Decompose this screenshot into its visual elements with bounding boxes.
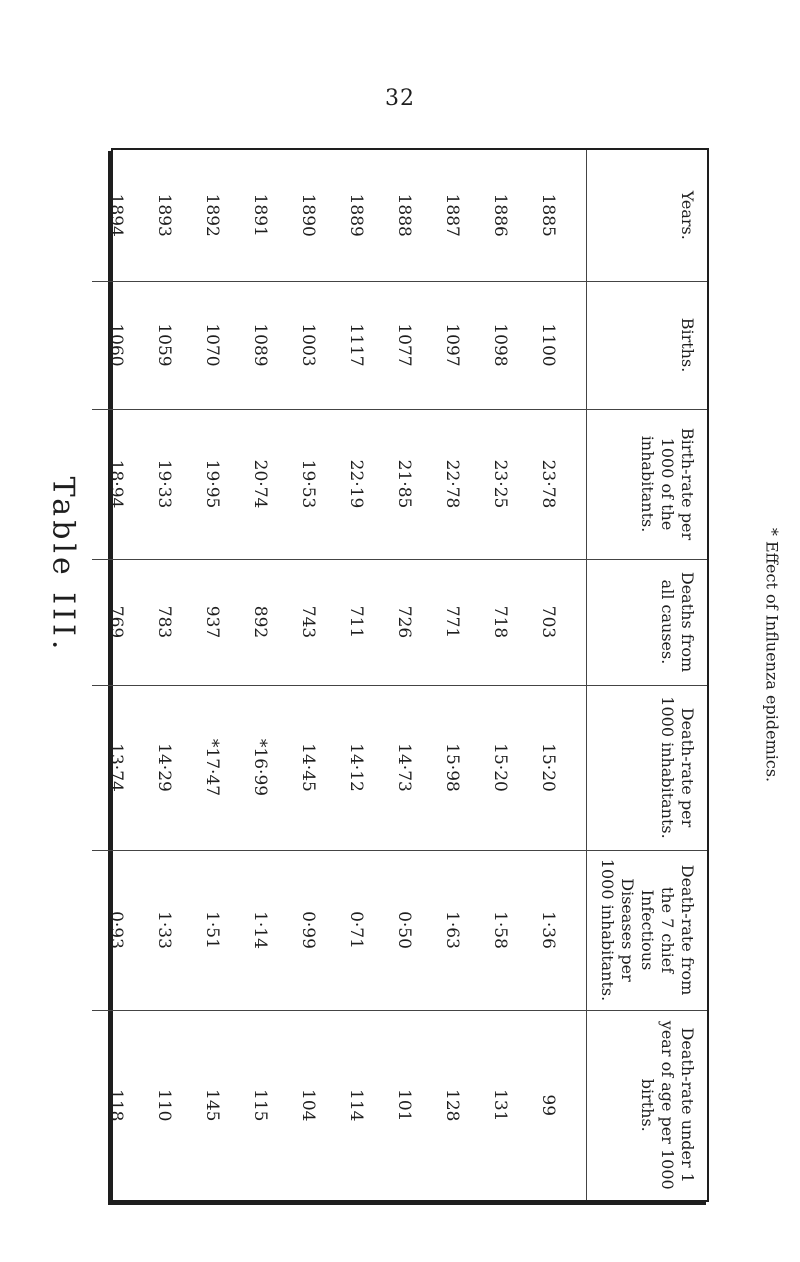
cell-birth-rate: 23·78 <box>538 459 558 509</box>
cell-deaths: 718 <box>490 605 510 639</box>
page-number: 32 <box>385 86 415 111</box>
cell-deaths: 783 <box>154 605 174 639</box>
cell-infant-rate: 131 <box>490 1089 510 1122</box>
cell-deaths: 771 <box>442 605 462 639</box>
header-deaths: Deaths from all causes. <box>587 559 708 685</box>
col-infectious-rate <box>92 850 587 1010</box>
cell-births: 1098 <box>490 323 510 367</box>
cell-death-rate: 14·12 <box>346 743 366 792</box>
col-deaths <box>92 559 587 685</box>
cell-birth-rate: 22·78 <box>442 459 462 509</box>
cell-births: 1117 <box>346 323 366 367</box>
col-births <box>92 281 587 409</box>
cell-year: 1893 <box>154 193 174 237</box>
cell-births: 1097 <box>442 323 462 367</box>
cell-death-rate: 15·20 <box>538 743 558 792</box>
cell-deaths: 711 <box>346 605 366 639</box>
cell-death-rate: 14·45 <box>298 743 318 792</box>
cell-birth-rate: 20·74 <box>250 459 270 509</box>
cell-year: 1891 <box>250 193 270 237</box>
cell-infant-rate: 145 <box>202 1089 222 1122</box>
cell-infectious-rate: 1·36 <box>538 911 558 949</box>
cell-deaths: 743 <box>298 605 318 639</box>
footnote: * Effect of Influenza epidemics. <box>762 527 782 783</box>
cell-deaths: 769 <box>106 605 126 639</box>
header-years: Years. <box>587 150 708 281</box>
cell-death-rate: 14·73 <box>394 743 414 792</box>
cell-birth-rate: 18·94 <box>106 459 126 509</box>
table-frame <box>106 148 709 1202</box>
table-title: Table III. <box>45 476 81 654</box>
cell-births: 1060 <box>106 323 126 367</box>
cell-infectious-rate: 1·51 <box>202 911 222 949</box>
cell-birth-rate: 21·85 <box>394 459 414 509</box>
cell-infant-rate: 110 <box>154 1089 174 1122</box>
col-birth-rate <box>92 409 587 559</box>
header-infectious-rate: Death-rate from the 7 chief Infectious Diseases per 1000 inhabitants. <box>587 850 708 1010</box>
cell-births: 1089 <box>250 323 270 367</box>
header-infant-rate: Death-rate under 1 year of age per 1000 births. <box>587 1010 708 1200</box>
cell-year: 1892 <box>202 193 222 237</box>
cell-deaths: 892 <box>250 605 270 639</box>
cell-death-rate: 15·98 <box>442 743 462 792</box>
cell-death-rate: 13·74 <box>106 743 126 792</box>
cell-birth-rate: 22·19 <box>346 459 366 509</box>
header-births: Births. <box>587 281 708 409</box>
cell-infant-rate: 99 <box>538 1094 558 1117</box>
cell-birth-rate: 19·53 <box>298 459 318 509</box>
cell-infectious-rate: 1·14 <box>250 911 270 949</box>
cell-birth-rate: 23·25 <box>490 459 510 509</box>
cell-birth-rate: 19·95 <box>202 459 222 509</box>
cell-infant-rate: 118 <box>106 1089 126 1122</box>
cell-births: 1070 <box>202 323 222 367</box>
data-body <box>92 150 587 1200</box>
cell-births: 1059 <box>154 323 174 367</box>
col-death-rate <box>92 685 587 850</box>
cell-deaths: 726 <box>394 605 414 639</box>
cell-death-rate: 14·29 <box>154 743 174 792</box>
cell-infectious-rate: 1·33 <box>154 911 174 949</box>
cell-deaths: 703 <box>538 605 558 639</box>
cell-death-rate: *17·47 <box>202 738 222 797</box>
cell-year: 1894 <box>106 193 126 237</box>
cell-year: 1885 <box>538 193 558 237</box>
cell-infant-rate: 115 <box>250 1089 270 1122</box>
cell-birth-rate: 19·33 <box>154 459 174 509</box>
statistics-table <box>101 148 709 1212</box>
cell-deaths: 937 <box>202 605 222 639</box>
cell-births: 1077 <box>394 323 414 367</box>
cell-infectious-rate: 0·71 <box>346 911 366 949</box>
cell-year: 1886 <box>490 193 510 237</box>
cell-infant-rate: 101 <box>394 1089 414 1122</box>
cell-year: 1889 <box>346 193 366 237</box>
cell-births: 1003 <box>298 323 318 367</box>
cell-year: 1888 <box>394 193 414 237</box>
cell-year: 1890 <box>298 193 318 237</box>
col-infant-rate <box>92 1010 587 1200</box>
cell-infectious-rate: 0·93 <box>106 911 126 949</box>
cell-death-rate: *16·99 <box>250 738 270 797</box>
cell-infant-rate: 104 <box>298 1089 318 1122</box>
header-birth-rate: Birth-rate per 1000 of the inhabitants. <box>587 409 708 559</box>
cell-infectious-rate: 0·50 <box>394 911 414 949</box>
cell-infectious-rate: 1·63 <box>442 911 462 949</box>
col-years <box>92 150 587 281</box>
cell-year: 1887 <box>442 193 462 237</box>
cell-infectious-rate: 1·58 <box>490 911 510 949</box>
cell-infectious-rate: 0·99 <box>298 911 318 949</box>
cell-births: 1100 <box>538 323 558 367</box>
header-row <box>587 150 708 1200</box>
cell-death-rate: 15·20 <box>490 743 510 792</box>
header-death-rate: Death-rate per 1000 inhabitants. <box>587 685 708 850</box>
cell-infant-rate: 128 <box>442 1089 462 1122</box>
cell-infant-rate: 114 <box>346 1089 366 1122</box>
